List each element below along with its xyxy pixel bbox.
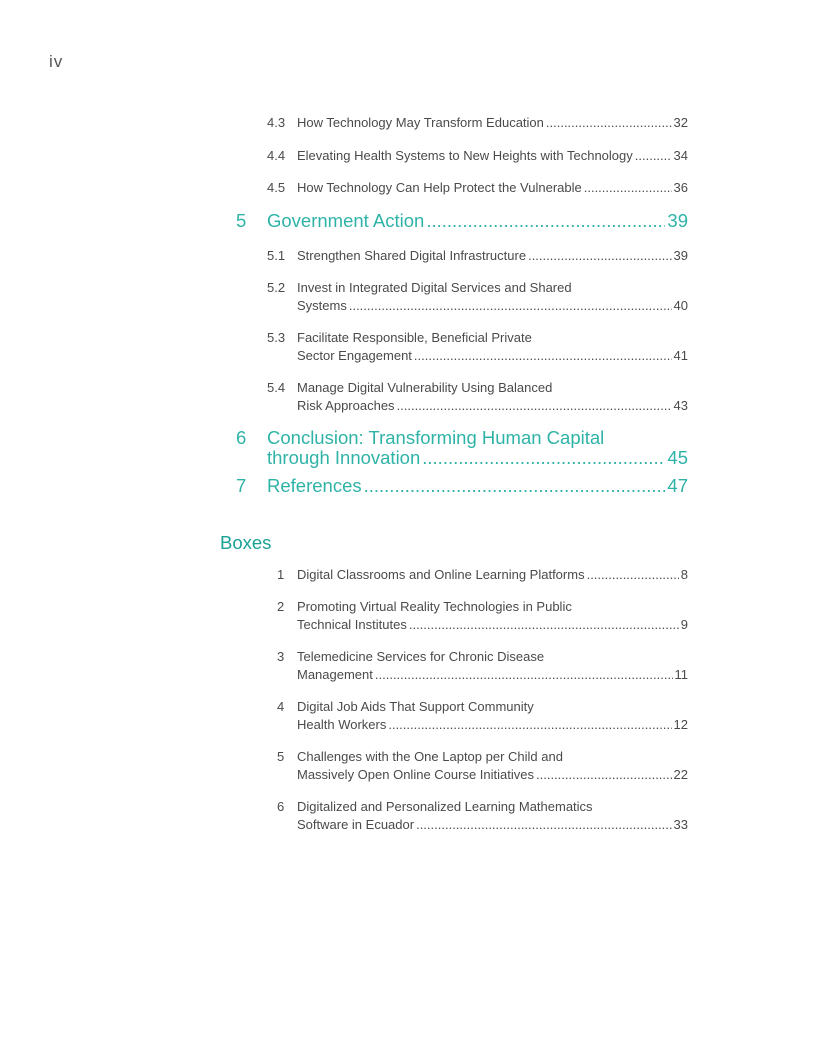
entry-page: 43: [673, 398, 688, 413]
chapter-page: 45: [667, 447, 688, 468]
dot-leader: [426, 211, 665, 231]
chapter-number: 7: [236, 475, 247, 496]
box-title: Software in Ecuador: [297, 817, 415, 832]
box-number: 1: [277, 567, 285, 582]
dot-leader: [388, 716, 671, 734]
box-title: Digital Classrooms and Online Learning Platforms: [297, 567, 585, 582]
dot-leader: [528, 247, 671, 265]
box-title-line: Challenges with the One Laptop per Child and: [297, 749, 563, 764]
dot-leader: [409, 616, 679, 634]
entry-page: 36: [673, 180, 688, 195]
entry-page: 39: [673, 248, 688, 263]
box-number: 5: [277, 749, 285, 764]
chapter-page: 47: [667, 475, 688, 496]
dot-leader: [635, 147, 672, 165]
entry-page: 40: [673, 298, 688, 313]
box-entry-6[interactable]: [277, 798, 688, 834]
box-title: Technical Institutes: [297, 617, 407, 632]
box-page: 12: [673, 717, 688, 732]
entry-title: Sector Engagement: [297, 348, 412, 363]
box-title-line: Telemedicine Services for Chronic Disease: [297, 649, 545, 664]
dot-leader: [349, 297, 672, 315]
page-number: iv: [49, 52, 64, 71]
box-entry-4[interactable]: [277, 698, 688, 734]
box-entry-2[interactable]: [277, 598, 688, 634]
dot-leader: [397, 397, 672, 415]
toc-entry-5-1[interactable]: [267, 247, 688, 265]
entry-title: How Technology May Transform Education: [297, 115, 544, 130]
entry-number: 5.1: [267, 248, 286, 263]
entry-page: 34: [673, 148, 688, 163]
entry-page: 32: [673, 115, 688, 130]
dot-leader: [546, 114, 672, 132]
toc-entry-5-2[interactable]: [267, 279, 688, 315]
box-page: 33: [673, 817, 688, 832]
entry-page: 41: [673, 348, 688, 363]
toc-entry-4-5[interactable]: [267, 179, 688, 197]
chapter-number: 5: [236, 210, 247, 231]
box-entry-3[interactable]: [277, 648, 688, 684]
box-title: Management: [297, 667, 373, 682]
box-number: 3: [277, 649, 285, 664]
box-number: 2: [277, 599, 285, 614]
dot-leader: [416, 816, 671, 834]
toc-entry-5-3[interactable]: [267, 329, 688, 365]
entry-title-line: Invest in Integrated Digital Services and Shared: [297, 280, 572, 295]
entry-number: 5.3: [267, 330, 286, 345]
chapter-title: References: [267, 475, 362, 496]
box-number: 6: [277, 799, 285, 814]
toc-chapter-5[interactable]: [236, 211, 688, 231]
chapter-page: 39: [667, 210, 688, 231]
chapter-title: Government Action: [267, 210, 425, 231]
entry-title-line: Facilitate Responsible, Beneficial Private: [297, 330, 532, 345]
entry-number: 5.2: [267, 280, 286, 295]
toc-chapter-6[interactable]: [236, 428, 688, 468]
entry-number: 5.4: [267, 380, 286, 395]
dot-leader: [422, 448, 665, 468]
chapter-title: through Innovation: [267, 447, 421, 468]
entry-title: How Technology Can Help Protect the Vulnerable: [297, 180, 582, 195]
entry-title: Strengthen Shared Digital Infrastructure: [297, 248, 527, 263]
entry-title: Risk Approaches: [297, 398, 395, 413]
entry-title: Systems: [297, 298, 347, 313]
box-title-line: Digitalized and Personalized Learning Mathematics: [297, 799, 593, 814]
chapter-title-line: Conclusion: Transforming Human Capital: [267, 428, 605, 448]
entry-number: 4.4: [267, 148, 286, 163]
box-title-line: Digital Job Aids That Support Community: [297, 699, 534, 714]
toc-chapter-7[interactable]: [236, 476, 688, 496]
dot-leader: [536, 766, 672, 784]
entry-number: 4.5: [267, 180, 286, 195]
toc-entry-5-4[interactable]: [267, 379, 688, 415]
box-title: Health Workers: [297, 717, 387, 732]
box-title-line: Promoting Virtual Reality Technologies in Public: [297, 599, 572, 614]
dot-leader: [364, 476, 666, 496]
box-entry-5[interactable]: [277, 748, 688, 784]
entry-number: 4.3: [267, 115, 286, 130]
entry-title-line: Manage Digital Vulnerability Using Balanced: [297, 380, 553, 395]
chapter-number: 6: [236, 427, 247, 448]
entry-title: Elevating Health Systems to New Heights with Technology: [297, 148, 633, 163]
box-page: 9: [680, 617, 688, 632]
box-number: 4: [277, 699, 285, 714]
toc-entry-4-4[interactable]: [267, 147, 688, 165]
box-page: 11: [674, 667, 688, 682]
dot-leader: [587, 566, 679, 584]
box-title: Massively Open Online Course Initiatives: [297, 767, 534, 782]
box-page: 22: [673, 767, 688, 782]
toc-entry-4-3[interactable]: [267, 114, 688, 132]
box-entry-1[interactable]: [277, 566, 688, 584]
dot-leader: [584, 179, 672, 197]
dot-leader: [414, 347, 672, 365]
boxes-heading: Boxes: [220, 532, 272, 553]
box-page: 8: [680, 567, 688, 582]
dot-leader: [375, 666, 673, 684]
